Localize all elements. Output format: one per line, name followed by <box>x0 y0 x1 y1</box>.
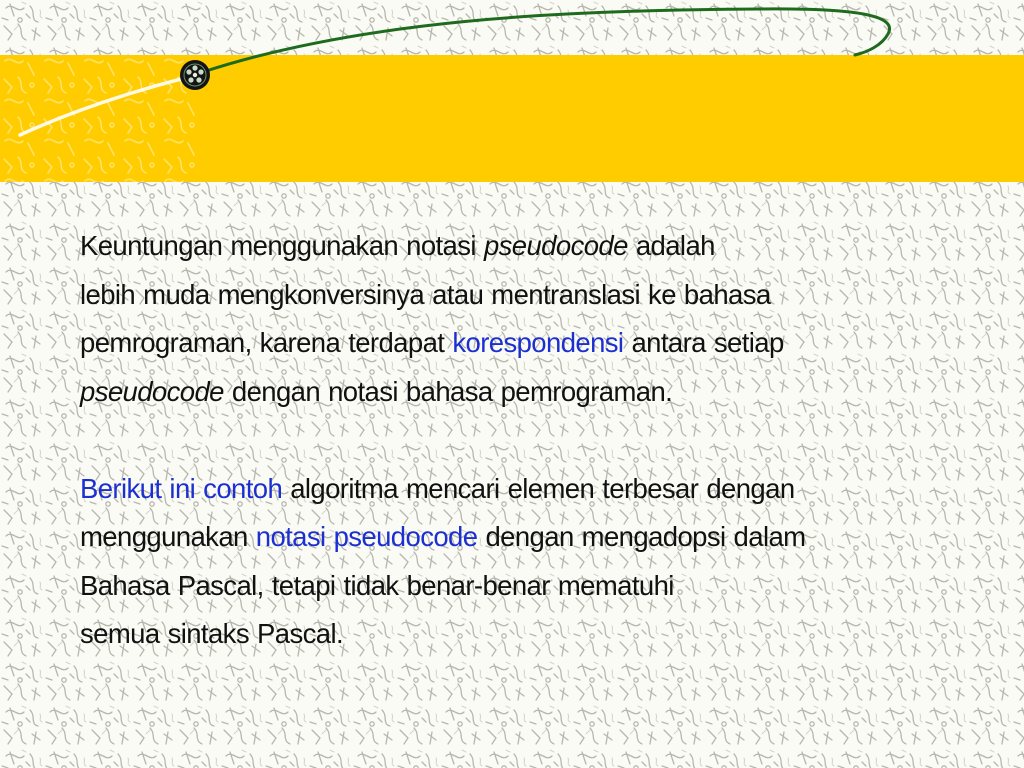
text-run: algoritma mencari elemen terbesar dengan <box>282 472 795 504</box>
text-run: Keuntungan menggunakan notasi <box>80 230 484 261</box>
highlighted-term: Berikut ini contoh <box>80 472 283 504</box>
highlighted-term: korespondensi <box>452 327 624 358</box>
paragraph-2-line-4: semua sintaks Pascal. <box>80 618 343 649</box>
text-run: dengan mengadopsi dalam <box>477 521 806 552</box>
swoosh-line <box>20 78 185 135</box>
bead-icon <box>180 60 210 90</box>
text-run: antara setiap <box>623 327 784 358</box>
text-run: menggunakan <box>80 521 256 552</box>
paragraph-1-line-1 <box>80 222 1000 271</box>
highlighted-term: notasi pseudocode <box>255 521 478 552</box>
slide-body <box>80 222 1000 659</box>
curve-line <box>200 9 890 73</box>
paragraph-1-line-4 <box>80 368 1000 417</box>
paragraph-2-line-3: Bahasa Pascal, tetapi tidak benar-benar mematuhi <box>80 569 674 601</box>
ornament <box>0 0 1024 200</box>
paragraph-1 <box>80 222 1000 416</box>
paragraph-2-line-1 <box>80 465 1000 514</box>
text-run: adalah <box>627 230 715 261</box>
paragraph-1-line-3 <box>80 319 1000 368</box>
paragraph-2-line-2 <box>80 513 1000 562</box>
paragraph-2 <box>80 465 1000 659</box>
italic-term: pseudocode <box>80 375 224 407</box>
italic-term: pseudocode <box>483 230 628 261</box>
paragraph-1-line-2: lebih muda mengkonversinya atau mentranslasi ke bahasa <box>80 278 771 310</box>
text-run: dengan notasi bahasa pemrograman. <box>223 375 673 407</box>
text-run: pemrograman, karena terdapat <box>80 327 453 358</box>
